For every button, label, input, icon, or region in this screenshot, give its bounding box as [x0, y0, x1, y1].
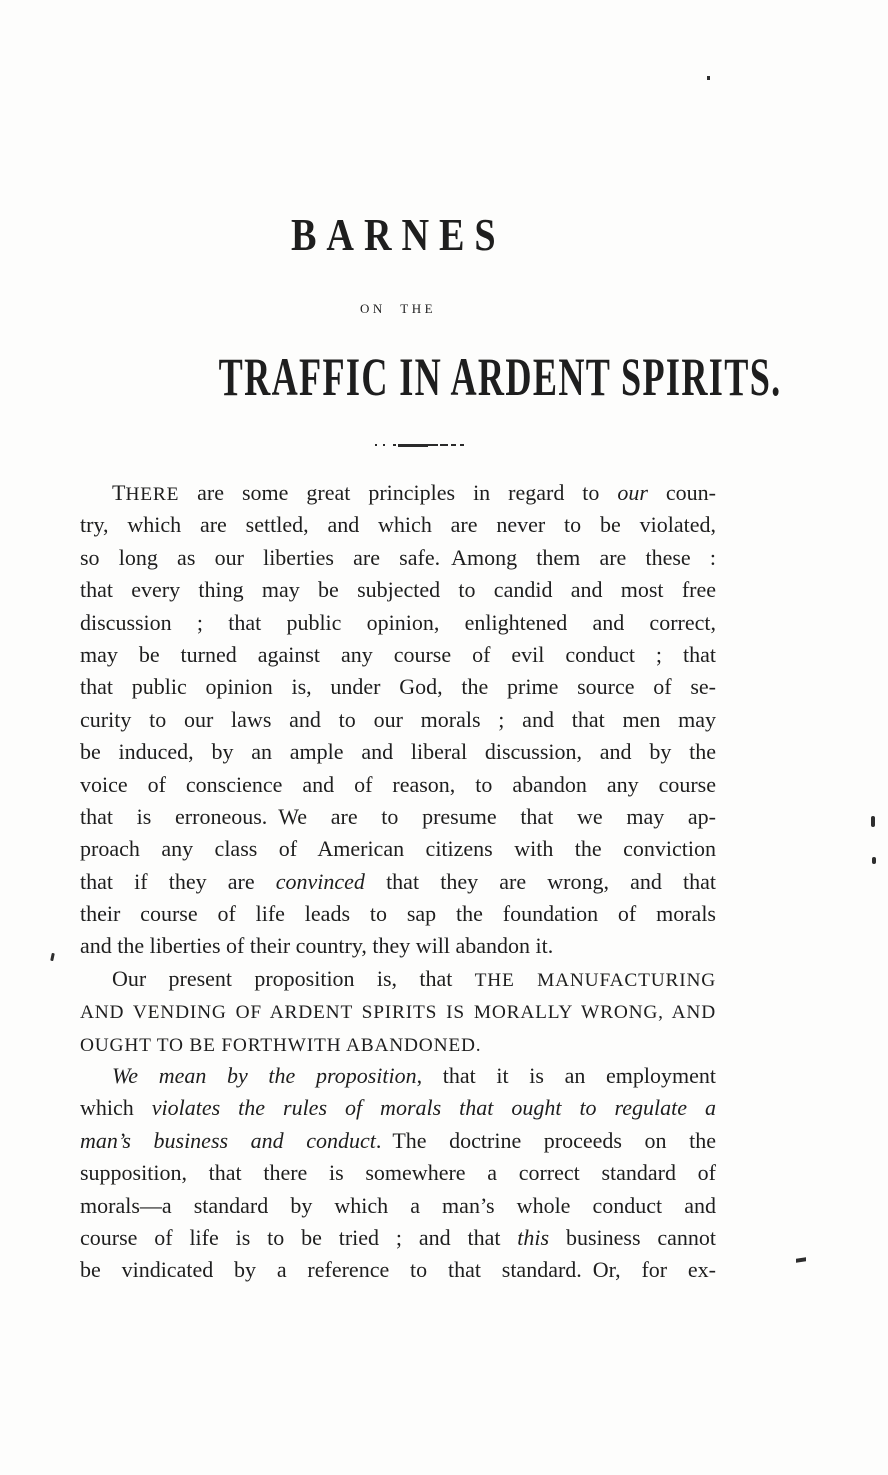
body-text-segment: so long as our liberties are safe. Among them are these : [80, 544, 716, 570]
text-line [80, 607, 716, 639]
italic-text: this [517, 1224, 550, 1250]
italic-text: convinced [275, 868, 365, 894]
text-line [80, 1222, 716, 1254]
text-line [80, 477, 716, 509]
text-line [80, 930, 716, 962]
scan-artifact [796, 1257, 806, 1262]
body-text-segment: coun- [647, 480, 716, 505]
body-text-segment: that they are wrong, and that [364, 868, 716, 894]
body-text-segment: which [80, 1095, 152, 1121]
text-line [80, 1028, 716, 1060]
body-text [80, 477, 716, 1287]
text-line [80, 736, 716, 768]
text-line [80, 671, 716, 703]
divider-segment [398, 444, 428, 447]
body-text-segment: be vindicated by a reference to that standard. Or, for ex- [80, 1257, 716, 1283]
text-line [80, 639, 716, 671]
scan-artifact [50, 953, 55, 961]
body-text-segment: that public opinion is, under God, the prime source of se- [80, 674, 716, 700]
body-text-segment: be induced, by an ample and liberal discussion, and by the [80, 739, 716, 765]
body-text-segment: business cannot [549, 1224, 716, 1250]
divider-segment [460, 444, 464, 446]
divider-segment [440, 444, 448, 446]
divider-segment [428, 444, 438, 446]
text-line [80, 1254, 716, 1286]
body-text-segment: may be turned against any course of evil conduct ; that [80, 641, 716, 667]
text-line [80, 1060, 716, 1092]
main-title [80, 346, 782, 408]
text-line [80, 542, 716, 574]
italic-text: man’s business and conduct [80, 1127, 376, 1153]
italic-text: violates the rules of morals that ought to regulate a [151, 1095, 716, 1121]
text-line [80, 1190, 716, 1222]
text-line [80, 1157, 716, 1189]
body-text-segment: Our present proposition is, that [112, 965, 475, 991]
body-text-segment: that every thing may be subjected to candid and most free [80, 577, 716, 603]
text-line [80, 963, 716, 995]
scan-artifact [871, 816, 875, 827]
body-text-segment: that if they are [80, 868, 276, 894]
text-line [80, 1125, 716, 1157]
body-text-segment: proach any class of American citizens with the conviction [80, 836, 716, 862]
body-text-segment: that is erroneous. We are to presume that we may ap- [80, 803, 716, 829]
small-caps-text: OUGHT TO BE FORTHWITH ABANDONED. [80, 1034, 482, 1056]
body-text-segment: discussion ; that public opinion, enlightened and correct, [80, 609, 716, 635]
body-text-segment: and the liberties of their country, they will abandon it. [80, 933, 554, 959]
text-line [80, 866, 716, 898]
body-text-segment: voice of conscience and of reason, to abandon any course [80, 771, 716, 797]
italic-text: We mean by the proposition [112, 1063, 417, 1089]
small-caps-text: HERE [125, 484, 180, 505]
body-text-segment: . The doctrine proceeds on the [375, 1127, 716, 1153]
body-text-segment: supposition, that there is somewhere a correct standard of [80, 1160, 716, 1186]
text-line [80, 833, 716, 865]
title-connector [80, 300, 716, 318]
text-line [80, 898, 716, 930]
text-line [80, 769, 716, 801]
text-line [80, 995, 716, 1027]
text-line [80, 1092, 716, 1124]
text-line [80, 704, 716, 736]
author-title [80, 208, 716, 261]
body-text-segment: T [112, 480, 126, 505]
author-title-text: BARNES [290, 209, 506, 260]
body-text-segment: curity to our laws and to our morals ; and that men may [80, 706, 716, 732]
body-text-segment: try, which are settled, and which are never to be violated, [80, 512, 716, 538]
text-line [80, 801, 716, 833]
title-connector-text: ON THE [359, 301, 437, 316]
body-text-segment: are some great principles in regard to [179, 480, 618, 505]
small-caps-text: AND VENDING OF ARDENT SPIRITS IS MORALLY WRONG, AND [80, 1002, 716, 1024]
divider-gap [385, 444, 393, 446]
main-title-text: TRAFFIC IN ARDENT SPIRITS. [218, 347, 782, 407]
text-line [80, 509, 716, 541]
scan-artifact [707, 76, 710, 80]
title-divider-ornament [375, 443, 469, 447]
body-text-segment: , that it is an employment [416, 1063, 716, 1089]
body-text-segment: their course of life leads to sap the foundation of morals [80, 901, 716, 927]
body-text-segment: morals—a standard by which a man’s whole conduct and [80, 1192, 716, 1218]
text-line [80, 574, 716, 606]
scan-artifact [872, 857, 876, 864]
small-caps-text: THE MANUFACTURING [474, 969, 716, 991]
italic-text: our [617, 480, 648, 505]
body-text-segment: course of life is to be tried ; and that [80, 1224, 518, 1250]
